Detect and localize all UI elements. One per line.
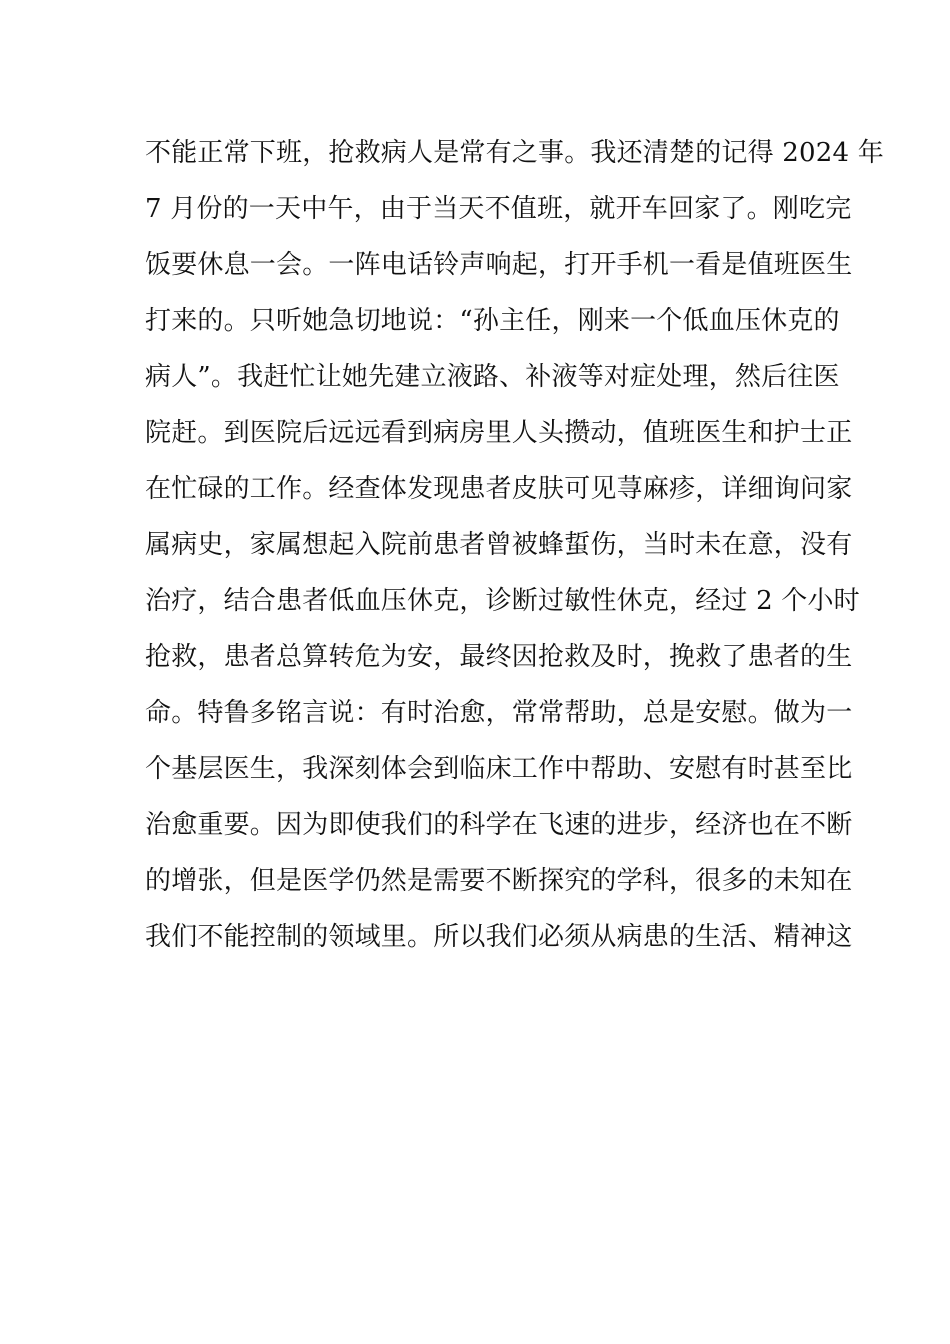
body-text [145,131,884,971]
text-line: 的增张，但是医学仍然是需要不断探究的学科，很多的未知在 [145,866,853,896]
text-line: 命。特鲁多铭言说：有时治愈，常常帮助，总是安慰。做为一 [145,698,853,728]
text-line: 抢救，患者总算转危为安，最终因抢救及时，挽救了患者的生 [145,642,853,672]
text-line: 不能正常下班，抢救病人是常有之事。我还清楚的记得 2024 年 [145,138,884,168]
text-line: 院赶。到医院后远远看到病房里人头攒动，值班医生和护士正 [145,418,853,448]
text-line: 属病史，家属想起入院前患者曾被蜂蜇伤，当时未在意，没有 [145,530,853,560]
text-line: 治愈重要。因为即使我们的科学在飞速的进步，经济也在不断 [145,810,853,840]
text-line: 7 月份的一天中午，由于当天不值班，就开车回家了。刚吃完 [145,194,852,224]
text-line: 我们不能控制的领域里。所以我们必须从病患的生活、精神这 [145,922,853,952]
text-line: 病人”。我赶忙让她先建立液路、补液等对症处理，然后往医 [145,362,840,392]
text-line: 在忙碌的工作。经查体发现患者皮肤可见荨麻疹，详细询问家 [145,474,853,504]
text-line: 治疗，结合患者低血压休克，诊断过敏性休克，经过 2 个小时 [145,586,860,616]
text-line: 打来的。只听她急切地说：“孙主任，刚来一个低血压休克的 [145,306,840,336]
text-line: 饭要休息一会。一阵电话铃声响起，打开手机一看是值班医生 [145,250,853,280]
text-line: 个基层医生，我深刻体会到临床工作中帮助、安慰有时甚至比 [145,754,853,784]
